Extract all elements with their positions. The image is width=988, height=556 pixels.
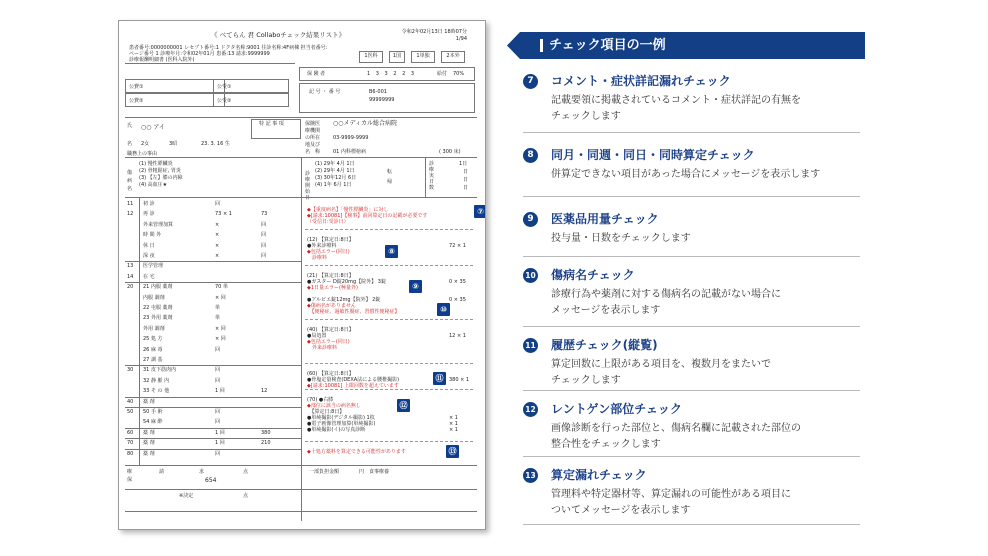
item-number-badge: 12 <box>523 402 538 417</box>
recipient-label-2: 公受② <box>217 98 232 104</box>
entry-separator <box>305 389 473 390</box>
treatment-count: 回 <box>215 419 221 426</box>
treatment-label: 54 麻 酔 <box>143 419 163 426</box>
check-item <box>523 74 860 124</box>
hospital-tel: 03-9999-9999 <box>333 135 369 141</box>
treatment-count: × <box>215 232 220 239</box>
item-title: 同月・同週・同日・同時算定チェック <box>551 148 755 162</box>
check-badge-7: ⑦ <box>474 205 486 218</box>
treatment-label: 内服 調剤 <box>143 294 165 301</box>
treatment-points: 73 <box>261 211 268 218</box>
entry-amount: 0 × 35 <box>449 297 466 303</box>
footer-label: 一部負担金額 <box>309 469 340 475</box>
treatment-label: 23 外用 薬剤 <box>143 315 173 322</box>
treatment-count: 1 回 <box>215 440 225 447</box>
days-3: 日 <box>463 177 469 183</box>
treatment-label: 26 麻 毒 <box>143 346 163 353</box>
treatment-label: 31 皮下筋肉内 <box>143 367 176 374</box>
footer-label: ※決定 <box>179 493 194 499</box>
footer-label: 点 <box>243 469 249 475</box>
stamp-cell: 1医科 <box>359 51 383 63</box>
name-label: 名 <box>127 141 133 147</box>
footer-label: 円 <box>359 469 365 475</box>
special-notes-label: 特 記 事 項 <box>259 121 284 127</box>
days-4: 日 <box>463 185 469 191</box>
item-number-badge: 11 <box>523 338 538 353</box>
treatment-points: 380 <box>261 429 271 436</box>
disease-label: 傷 病 名 <box>127 170 133 192</box>
item-title: 算定漏れチェック <box>551 468 647 482</box>
document-date: 令和2年02月13日 18時07分 <box>401 29 467 35</box>
item-description: 管理料や特定器材等、算定漏れの可能性がある項目に <box>551 489 791 500</box>
table-divider <box>125 282 301 283</box>
insurer-number: 1 3 3 2 2 3 <box>367 71 417 77</box>
entry-separator <box>305 441 473 442</box>
claim-line: ●アルピエ錠12mg【院外】 2錠 <box>307 297 381 303</box>
sex: 2女 <box>141 141 150 147</box>
treatment-count: 単 <box>215 305 221 311</box>
item-description: 診療行為や薬剤に対する傷病名の記載がない場合に <box>551 289 781 300</box>
treatment-label: 外来管理加算 <box>143 221 174 228</box>
panel-title: チェック項目の一例 <box>549 38 666 53</box>
claim-line: ●電子画像管理加算(単純撮影) <box>307 421 376 427</box>
footer-label: 求 <box>199 469 205 475</box>
treatment-label: 薬 剤 <box>143 429 155 436</box>
item-title: 医薬品用量チェック <box>551 212 659 226</box>
entry-amount: 72 × 1 <box>449 243 466 249</box>
benefit-rate-label: 給付 <box>437 71 448 77</box>
disease-2: (2) 骨粗鬆症, 胃炎 <box>139 168 181 174</box>
footer-value: 654 <box>205 477 217 484</box>
treatment-points: 210 <box>261 440 271 447</box>
check-message: ◆包括エラー(同日) <box>307 249 350 255</box>
check-item <box>523 212 860 262</box>
treatment-label: 休 日 <box>143 242 155 249</box>
check-item <box>523 338 860 388</box>
item-description: チェックします <box>551 111 621 122</box>
symbol-value: B6-001 <box>369 89 387 95</box>
item-separator <box>523 256 860 257</box>
entry-amount: × 1 <box>449 427 458 433</box>
header-line-2: ページ番号 1 診療年月:令和02年01月 患番:13 請求:9999999 <box>129 51 270 57</box>
claim-line: ●単純撮影(イ)の写真診断 <box>307 427 366 433</box>
item-separator <box>523 456 860 457</box>
treatment-code: 70 <box>127 440 134 447</box>
treatment-label: 25 処 方 <box>143 336 163 343</box>
check-message: 診療料 <box>307 255 328 261</box>
check-badge-9: ⑨ <box>409 280 422 293</box>
treatment-count: 1 回 <box>215 429 225 436</box>
treatment-code: 60 <box>127 429 134 436</box>
check-message: ◆部位に該当の病名無し <box>307 403 361 409</box>
item-separator <box>523 132 860 133</box>
treatment-count: 回 <box>215 450 221 457</box>
item-description: 画像診断を行った部位と、傷病名欄に記載された部位の <box>551 423 801 434</box>
treatment-label: 21 内服 薬剤 <box>143 284 173 291</box>
treatment-count: × <box>215 242 220 249</box>
disease-3: (3) 【左】膝の内障 <box>139 175 183 181</box>
panel-banner-content <box>507 32 865 59</box>
patient-name: ○○ アイ <box>141 124 165 131</box>
footer-label: 点 <box>243 493 249 499</box>
treatment-label: 50 手 術 <box>143 409 163 415</box>
outcome-2: 帰 <box>387 179 393 185</box>
benefit-rate: 70% <box>453 71 465 77</box>
treatment-label: 32 静 脈 内 <box>143 377 170 384</box>
check-item <box>523 148 860 198</box>
stamp-cell: 2本外 <box>441 51 465 63</box>
birth-date: 23. 3. 16 生 <box>201 141 230 147</box>
entry-amount: × 1 <box>449 421 458 427</box>
disease-1: (1) 慢性膵臓炎 <box>139 161 173 167</box>
treatment-count: 単 <box>215 315 221 322</box>
item-number-badge: 7 <box>523 74 538 89</box>
treatment-points: 回 <box>261 232 267 239</box>
document-title: 《 べてらん 君 Collaboチェック結果リスト》 <box>211 31 346 39</box>
check-badge-10: ⑩ <box>437 303 450 316</box>
header-line-1: 患者番号:0000000001 レセプト番号:1 ドクタ名称:9001 往診名称:4F病棟 担当者番号: <box>129 45 328 51</box>
treatment-code: 40 <box>127 398 134 405</box>
treatment-code: 12 <box>127 211 134 218</box>
department: 01 内科標榜病 <box>333 149 366 155</box>
treatment-code: 50 <box>127 409 134 415</box>
entry-separator <box>305 363 473 364</box>
table-divider <box>125 407 301 408</box>
treatment-label: 22 屯服 薬剤 <box>143 305 173 311</box>
treatment-label: 薬 剤 <box>143 450 155 457</box>
entry-amount: 12 × 1 <box>449 333 466 339</box>
claim-line: ●外来診療料 <box>307 243 337 249</box>
start-label: 診療開始日 <box>305 171 311 201</box>
check-message: ◆[請求:10081]【検事】前回算定日の記載が必要です <box>307 213 428 219</box>
hospital-label-4: 地及び <box>305 142 321 148</box>
check-badge-12: ⑫ <box>397 399 410 412</box>
check-item <box>523 402 860 452</box>
item-separator <box>523 326 860 327</box>
check-message: ◆[請求:10081] 上限回数を超えています <box>307 383 399 389</box>
item-description: 記載要領に掲載されているコメント・症状詳記の有無を <box>551 95 801 106</box>
claim-line: (21) 【算定日:8日】 <box>307 273 354 279</box>
claim-line: ●単純撮影(デジタル撮影) 1枚 <box>307 415 375 421</box>
footer-label: 請 <box>159 469 165 475</box>
public-label-1: 公費① <box>129 84 144 90</box>
treatment-points: 回 <box>261 253 267 259</box>
footer-label: 療 <box>127 469 133 475</box>
birth-era: 3昭 <box>169 141 178 147</box>
item-description: 投与量・日数をチェックします <box>551 233 691 244</box>
table-divider <box>125 397 301 398</box>
check-message: ◆【重度病名】「慢性膵臓炎」に対し <box>307 207 389 213</box>
check-badge-8: ⑧ <box>385 245 398 258</box>
treatment-code: 11 <box>127 201 134 207</box>
entry-separator <box>305 229 473 230</box>
table-divider <box>125 428 301 429</box>
treatment-label: 薬 剤 <box>143 398 155 405</box>
item-separator <box>523 196 860 197</box>
treatment-label: 時 間 外 <box>143 232 162 239</box>
start-date-4: (4) 1年 6月 1日 <box>315 182 352 188</box>
treatment-count: × 回 <box>215 325 226 332</box>
claim-line: ●ガスター D錠20mg【院外】 3錠 <box>307 279 386 285</box>
claim-line: (40) 【算定日:8日】 <box>307 327 354 333</box>
treatment-points: 回 <box>261 242 267 249</box>
item-title: コメント・症状詳記漏れチェック <box>551 74 731 88</box>
kind-label: 氏 <box>127 123 133 129</box>
treatment-label: 医学管理 <box>143 263 164 270</box>
item-description: 算定回数に上限がある項目を、複数月をまたいで <box>551 359 771 370</box>
treatment-count: 回 <box>215 367 221 374</box>
check-message: （受信日:受診日） <box>307 219 349 225</box>
recipient-label-1: 公受① <box>217 84 232 90</box>
start-date-1: (1) 29年 4月 1日 <box>315 161 355 167</box>
check-item <box>523 468 860 518</box>
entry-amount: × 1 <box>449 415 458 421</box>
check-item <box>523 268 860 318</box>
hospital-label-5: 名 称 <box>305 149 321 155</box>
treatment-count: 73 × 1 <box>215 211 232 218</box>
insurer-label: 保 険 者 <box>307 71 326 77</box>
item-number-badge: 10 <box>523 268 538 283</box>
receipt-check-document <box>118 20 486 530</box>
table-divider <box>125 261 301 262</box>
treatment-code: 14 <box>127 273 134 280</box>
days-1: 1日 <box>459 161 468 167</box>
work-reason: 職務上の事由 <box>127 151 158 157</box>
hospital-label-3: の所在 <box>305 135 321 141</box>
item-separator <box>523 390 860 391</box>
treatment-count: 回 <box>215 377 221 384</box>
treatment-points: 12 <box>261 388 268 395</box>
check-message: ◆1日量エラー(極量外) <box>307 285 358 291</box>
treatment-count: × 回 <box>215 336 226 343</box>
entry-amount: 0 × 35 <box>449 279 466 285</box>
outcome-1: 転 <box>387 169 393 175</box>
public-label-2: 公費② <box>129 98 144 104</box>
treatment-count: 回 <box>215 201 221 207</box>
treatment-label: 在 宅 <box>143 273 155 280</box>
check-badge-11: ⑪ <box>433 372 446 385</box>
item-description: メッセージを表示します <box>551 305 661 316</box>
entry-separator <box>305 265 473 266</box>
treatment-code: 20 <box>127 284 134 291</box>
treatment-count: 回 <box>215 346 221 353</box>
symbol-label: 記 号 ・ 番 号 <box>309 89 341 95</box>
treatment-label: 再 診 <box>143 211 155 218</box>
treatment-count: 1 回 <box>215 388 225 395</box>
item-description: チェックします <box>551 375 621 386</box>
treatment-label: 外用 調剤 <box>143 325 165 332</box>
entry-separator <box>305 319 473 320</box>
item-description: ついてメッセージを表示します <box>551 505 691 516</box>
treatment-label: 深 夜 <box>143 253 155 259</box>
table-divider <box>125 438 301 439</box>
item-number-badge: 9 <box>523 212 538 227</box>
item-number-badge: 8 <box>523 148 538 163</box>
hospital-label-1: 保険医 <box>305 121 321 127</box>
document-page: 1/94 <box>455 36 467 42</box>
item-description: 併算定できない項目があった場合にメッセージを表示します <box>551 169 821 180</box>
treatment-count: × <box>215 221 220 228</box>
treatment-code: 30 <box>127 367 134 374</box>
start-date-3: (3) 30年12月 6日 <box>315 175 357 181</box>
check-message: 外来診療料 <box>307 345 338 351</box>
stamp-cell: 1国 <box>389 51 405 63</box>
claim-line: ●局処置 <box>307 333 327 339</box>
check-message: ◆傷病名がありません <box>307 303 356 309</box>
item-description: 整合性をチェックします <box>551 439 661 450</box>
item-title: 傷病名チェック <box>551 268 635 282</box>
claim-line: (12) 【算定日:8日】 <box>307 237 354 243</box>
entry-amount: 380 × 1 <box>449 377 470 383</box>
claim-line: ●骨塩定量検査(DEXA法による腰椎撮影) <box>307 377 400 383</box>
hospital-name: ○○メディカル総合病院 <box>333 120 397 127</box>
footer-meal: 食事療養 <box>369 469 390 475</box>
treatment-label: 初 診 <box>143 201 155 207</box>
days-label: 診療実日数 <box>429 161 435 191</box>
check-badge-13: ⑬ <box>446 445 459 458</box>
bed-count: ( 300 床) <box>439 149 461 155</box>
header-line-3: 診療報酬明細書 (医科入院外) <box>129 57 195 63</box>
footer-label: 保 <box>127 477 133 483</box>
treatment-count: 回 <box>215 409 221 415</box>
item-title: 履歴チェック(縦覧) <box>551 338 658 352</box>
claim-line: (70) ●右膝 <box>307 397 334 403</box>
table-divider <box>125 449 301 450</box>
check-message: ◆包括エラー(同日) <box>307 339 350 345</box>
treatment-label: 33 そ の 他 <box>143 388 170 395</box>
item-number-badge: 13 <box>523 468 538 483</box>
claim-line: (60) 【算定日:8日】 <box>307 371 354 377</box>
symbol-number: 99999999 <box>369 97 395 103</box>
table-divider <box>125 365 301 366</box>
banner-accent-bar <box>540 39 543 52</box>
item-separator <box>523 524 860 525</box>
check-message: 【便秘症、過敏性腸症、習慣性便秘症】 <box>307 309 400 315</box>
start-date-2: (2) 29年 4月 1日 <box>315 168 355 174</box>
treatment-code: 13 <box>127 263 134 270</box>
claim-line: 【算定日:8日】 <box>307 409 345 415</box>
treatment-count: 70 単 <box>215 284 228 291</box>
treatment-points: 回 <box>261 221 267 228</box>
treatment-label: 薬 剤 <box>143 440 155 447</box>
hospital-label-2: 療機関 <box>305 128 321 134</box>
days-2: 日 <box>463 169 469 175</box>
treatment-count: × <box>215 253 220 259</box>
check-message: ◆十処方薬料を算定できる可能性があります <box>307 449 406 455</box>
treatment-label: 27 調 基 <box>143 357 163 363</box>
item-title: レントゲン部位チェック <box>551 402 682 416</box>
treatment-count: × 回 <box>215 294 226 301</box>
treatment-code: 80 <box>127 450 134 457</box>
stamp-cell: 1単独 <box>411 51 435 63</box>
disease-4: (4) 高血圧★ <box>139 182 168 188</box>
